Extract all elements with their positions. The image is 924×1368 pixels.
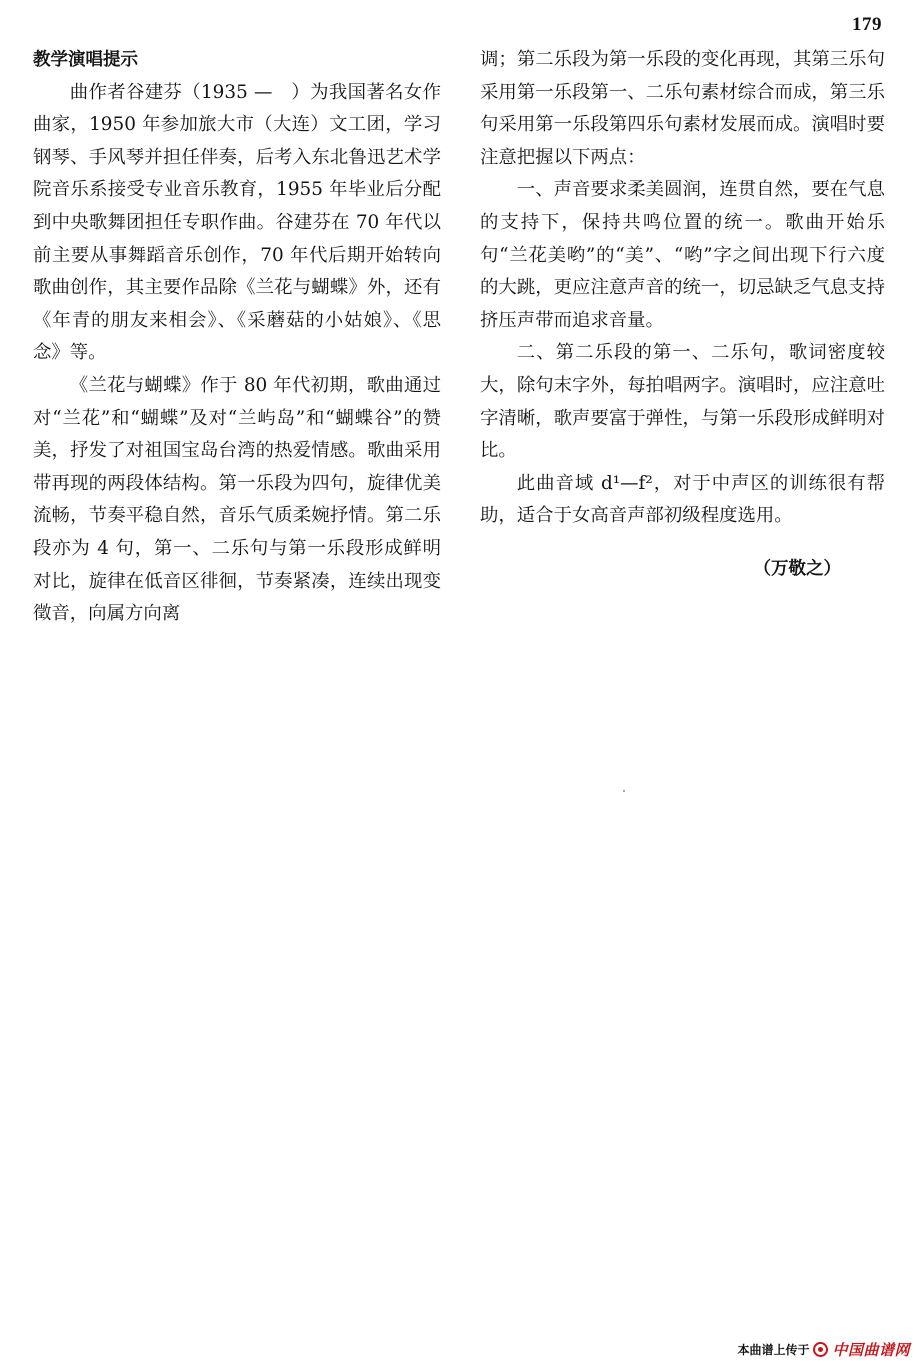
author-signature: （万敬之）	[753, 558, 841, 579]
right-column	[480, 44, 885, 586]
page-number: 179	[852, 14, 882, 35]
section-heading: 教学演唱提示	[33, 50, 138, 70]
footer-brand: 中国曲谱网	[832, 1341, 910, 1359]
paragraph-continuation: 调；第二乐段为第一乐段的变化再现，其第三乐句采用第一乐段第一、二乐句素材综合而成，第三乐句采用第一乐段第四乐句素材发展而成。演唱时要注意把握以下两点：	[480, 49, 885, 168]
paragraph-point-one: 一、声音要求柔美圆润，连贯自然，要在气息的支持下，保持共鸣位置的统一。歌曲开始乐句“兰花美哟”的“美”、“哟”字之间出现下行六度的大跳，更应注意声音的统一，切忌缺乏气息支持挤压声带而追求音量。	[480, 179, 885, 331]
site-logo-icon	[813, 1342, 828, 1357]
left-column	[33, 44, 441, 631]
footer-upload-text: 本曲谱上传于	[737, 1343, 810, 1357]
paragraph-vocal-range: 此曲音域 d¹—f²，对于中声区的训练很有帮助，适合于女高音声部初级程度选用。	[480, 472, 885, 527]
paragraph-song-analysis: 《兰花与蝴蝶》作于 80 年代初期，歌曲通过对“兰花”和“蝴蝶”及对“兰屿岛”和“蝴蝶谷”的赞美，抒发了对祖国宝岛台湾的热爱情感。歌曲采用带再现的两段体结构。第一乐段为四句，旋律优美流畅，节奏平稳自然，音乐气质柔婉抒情。第二乐段亦为 4 句，第一、二乐句与第一乐段形成鲜明对比，旋律在低音区徘徊，节奏紧凑，连续出现变徵音，向属方向离	[33, 374, 441, 625]
footer-watermark	[737, 1339, 910, 1360]
paragraph-point-two: 二、第二乐段的第一、二乐句，歌词密度较大，除句末字外，每拍唱两字。演唱时，应注意吐字清晰，歌声要富于弹性，与第一乐段形成鲜明对比。	[480, 342, 885, 462]
paragraph-composer-bio: 曲作者谷建芬（1935 — ）为我国著名女作曲家，1950 年参加旅大市（大连）文工团，学习钢琴、手风琴并担任伴奏，后考入东北鲁迅艺术学院音乐系接受专业音乐教育，1955 年毕业后分配到中央歌舞团担任专职作曲。谷建芬在 70 年代以前主要从事舞蹈音乐创作，70 年代后期开始转向歌曲创作，其主要作品除《兰花与蝴蝶》外，还有《年青的朋友来相会》、《采蘑菇的小姑娘》、《思念》等。	[33, 81, 441, 364]
scan-speck	[623, 790, 625, 792]
